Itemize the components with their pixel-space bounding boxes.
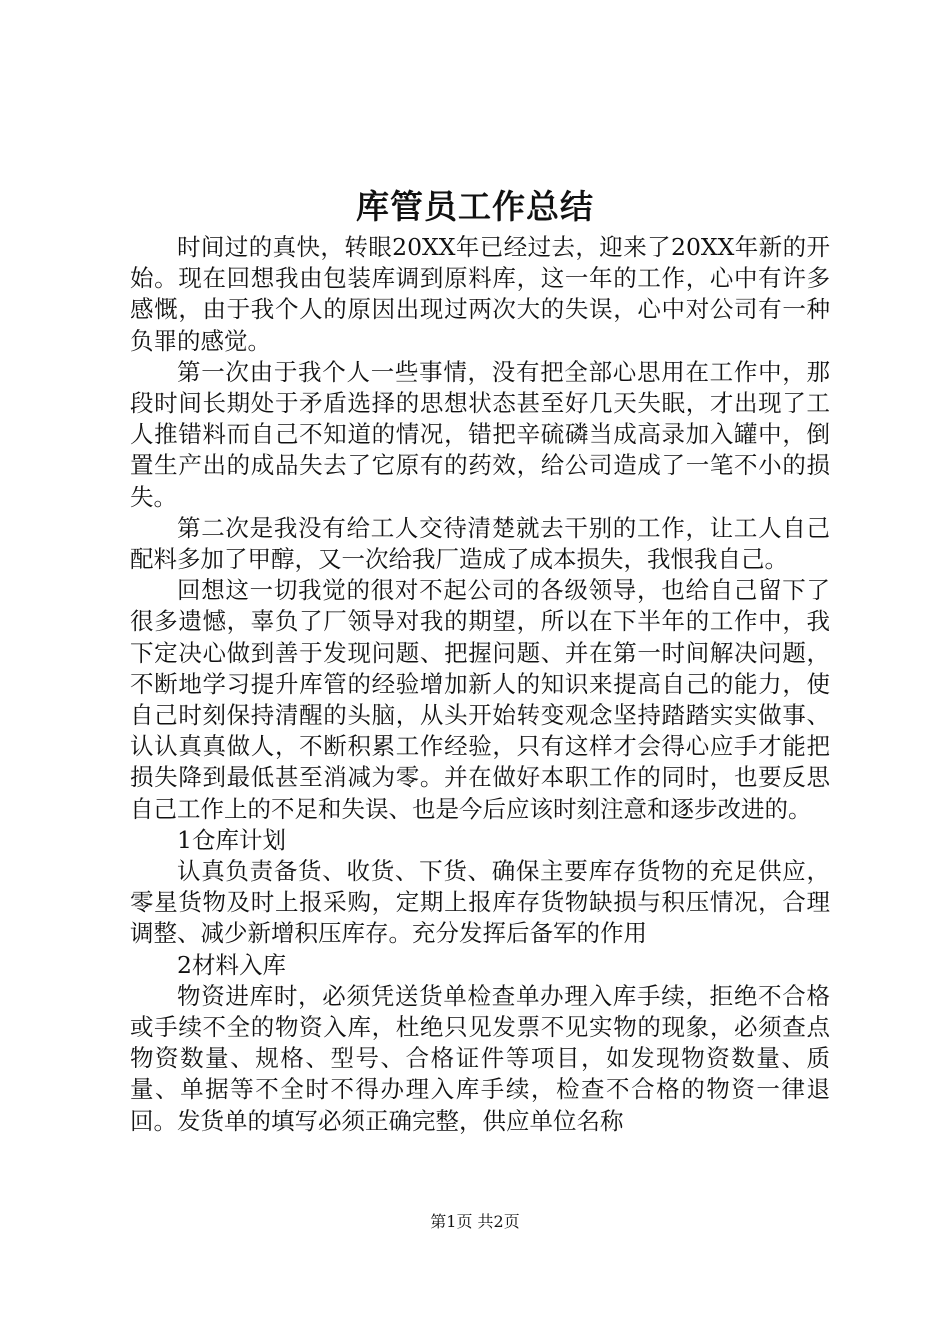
section-heading-material-inbound: 2材料入库 [177,950,286,979]
paragraph-second-mistake: 第二次是我没有给工人交待清楚就去干别的工作，让工人自己配料多加了甲醇，又一次给我厂造成了成本损失，我恨我自己。 [130,513,830,574]
paragraph-first-mistake: 第一次由于我个人一些事情，没有把全部心思用在工作中，那段时间长期处于矛盾选择的思想状态甚至好几天失眠，才出现了工人推错料而自己不知道的情况，错把辛硫磷当成高录加入罐中，倒置生产出的成品失去了它原有的药效，给公司造成了一笔不小的损失。 [130,357,830,511]
paragraph-intro: 时间过的真快，转眼20XX年已经过去，迎来了20XX年新的开始。现在回想我由包装库调到原料库，这一年的工作，心中有许多感慨，由于我个人的原因出现过两次大的失误，心中对公司有一种负罪的感觉。 [130,233,830,355]
paragraph-material-inbound: 物资进库时，必须凭送货单检查单办理入库手续，拒绝不合格或手续不全的物资入库，杜绝只见发票不见实物的现象，必须查点物资数量、规格、型号、合格证件等项目，如发现物资数量、质量、单据等不全时不得办理入库手续，检查不合格的物资一律退回。发货单的填写必须正确完整，供应单位名称 [130,981,830,1135]
paragraph-reflection: 回想这一切我觉的很对不起公司的各级领导，也给自己留下了很多遗憾，辜负了厂领导对我的期望，所以在下半年的工作中，我下定决心做到善于发现问题、把握问题、并在第一时间解决问题，不断地学习提升库管的经验增加新人的知识来提高自己的能力，使自己时刻保持清醒的头脑，从头开始转变观念坚持踏踏实实做事、认认真真做人，不断积累工作经验，只有这样才会得心应手才能把损失降到最低甚至消减为零。并在做好本职工作的同时，也要反思自己工作上的不足和失误、也是今后应该时刻注意和逐步改进的。 [130,576,830,823]
page-footer: 第1页 共2页 [430,1212,520,1231]
document-title: 库管员工作总结 [356,187,594,226]
document-body [130,232,830,1137]
section-heading-warehouse-plan: 1仓库计划 [177,825,286,854]
paragraph-warehouse-plan: 认真负责备货、收货、下货、确保主要库存货物的充足供应，零星货物及时上报采购，定期上报库存货物缺损与积压情况，合理调整、减少新增积压库存。充分发挥后备军的作用 [130,857,830,948]
